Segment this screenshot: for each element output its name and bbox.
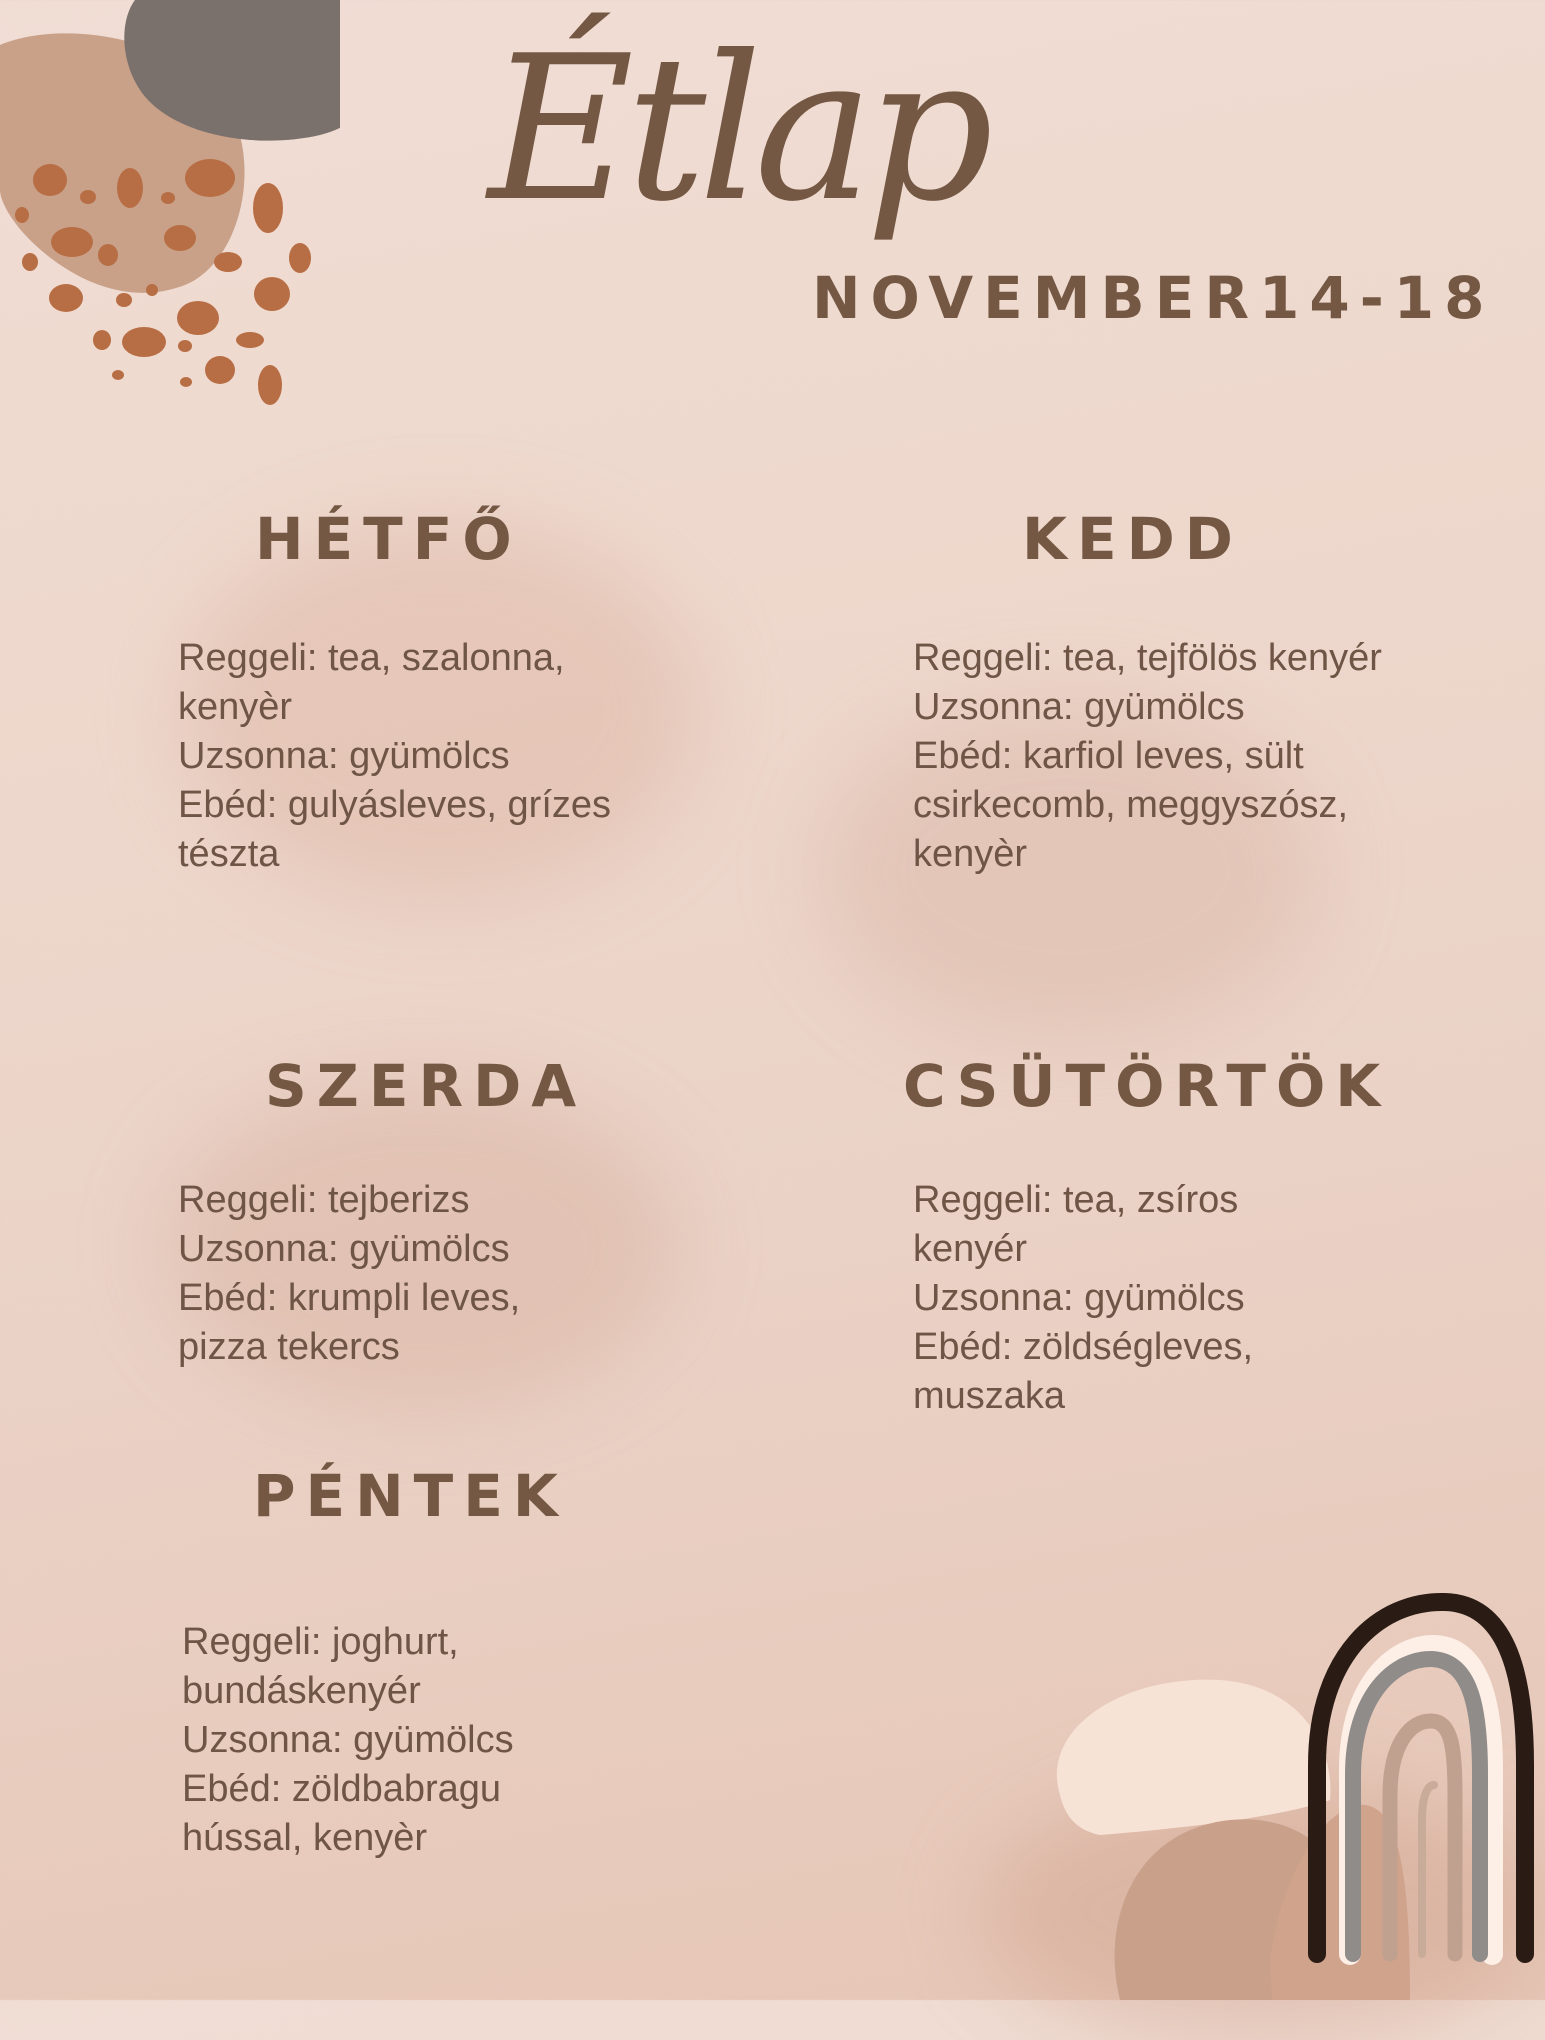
- day-meals-szerda: [178, 1176, 520, 1372]
- meal-line: Ebéd: gulyásleves, grízes: [178, 784, 612, 826]
- meal-line: hússal, kenyèr: [182, 1817, 428, 1859]
- meal-line: Ebéd: karfiol leves, sült: [913, 735, 1304, 777]
- meal-line: Ebéd: zöldségleves,: [913, 1326, 1254, 1368]
- meal-line: Ebéd: zöldbabragu: [182, 1768, 502, 1810]
- meal-line: Ebéd: krumpli leves,: [178, 1277, 521, 1319]
- corner-blob-decoration: [0, 0, 340, 420]
- meal-line: Uzsonna: gyümölcs: [913, 686, 1245, 728]
- day-meals-hetfo: [178, 634, 611, 879]
- meal-line: Uzsonna: gyümölcs: [913, 1277, 1245, 1319]
- day-title-kedd: KEDD: [1022, 505, 1243, 573]
- day-title-hetfo: HÉTFŐ: [255, 505, 522, 573]
- meal-line: csirkecomb, meggyszósz,: [913, 784, 1349, 826]
- meal-line: Uzsonna: gyümölcs: [178, 1228, 510, 1270]
- day-title-csutortok: CSÜTÖRTÖK: [903, 1052, 1391, 1120]
- meal-line: kenyér: [913, 1228, 1028, 1270]
- meal-line: Reggeli: tejberizs: [178, 1179, 470, 1221]
- day-title-szerda: SZERDA: [265, 1052, 587, 1120]
- meal-line: tészta: [178, 833, 280, 875]
- meal-line: Reggeli: tea, zsíros: [913, 1179, 1239, 1221]
- rainbow-arch-decoration: [1040, 1580, 1545, 2000]
- menu-title: Étlap: [488, 13, 986, 246]
- meal-line: Reggeli: tea, tejfölös kenyér: [913, 637, 1382, 679]
- meal-line: Uzsonna: gyümölcs: [178, 735, 510, 777]
- day-meals-kedd: [913, 634, 1382, 879]
- meal-line: kenyèr: [178, 686, 293, 728]
- menu-dates: NOVEMBER14-18: [812, 264, 1495, 332]
- meal-line: Uzsonna: gyümölcs: [182, 1719, 514, 1761]
- meal-line: kenyèr: [913, 833, 1028, 875]
- meal-line: Reggeli: tea, szalonna,: [178, 637, 565, 679]
- day-title-pentek: PÉNTEK: [253, 1462, 568, 1530]
- meal-line: pizza tekercs: [178, 1326, 400, 1368]
- day-meals-pentek: [182, 1618, 514, 1863]
- day-meals-csutortok: [913, 1176, 1253, 1421]
- meal-line: Reggeli: joghurt,: [182, 1621, 459, 1663]
- meal-line: muszaka: [913, 1375, 1066, 1417]
- meal-line: bundáskenyér: [182, 1670, 421, 1712]
